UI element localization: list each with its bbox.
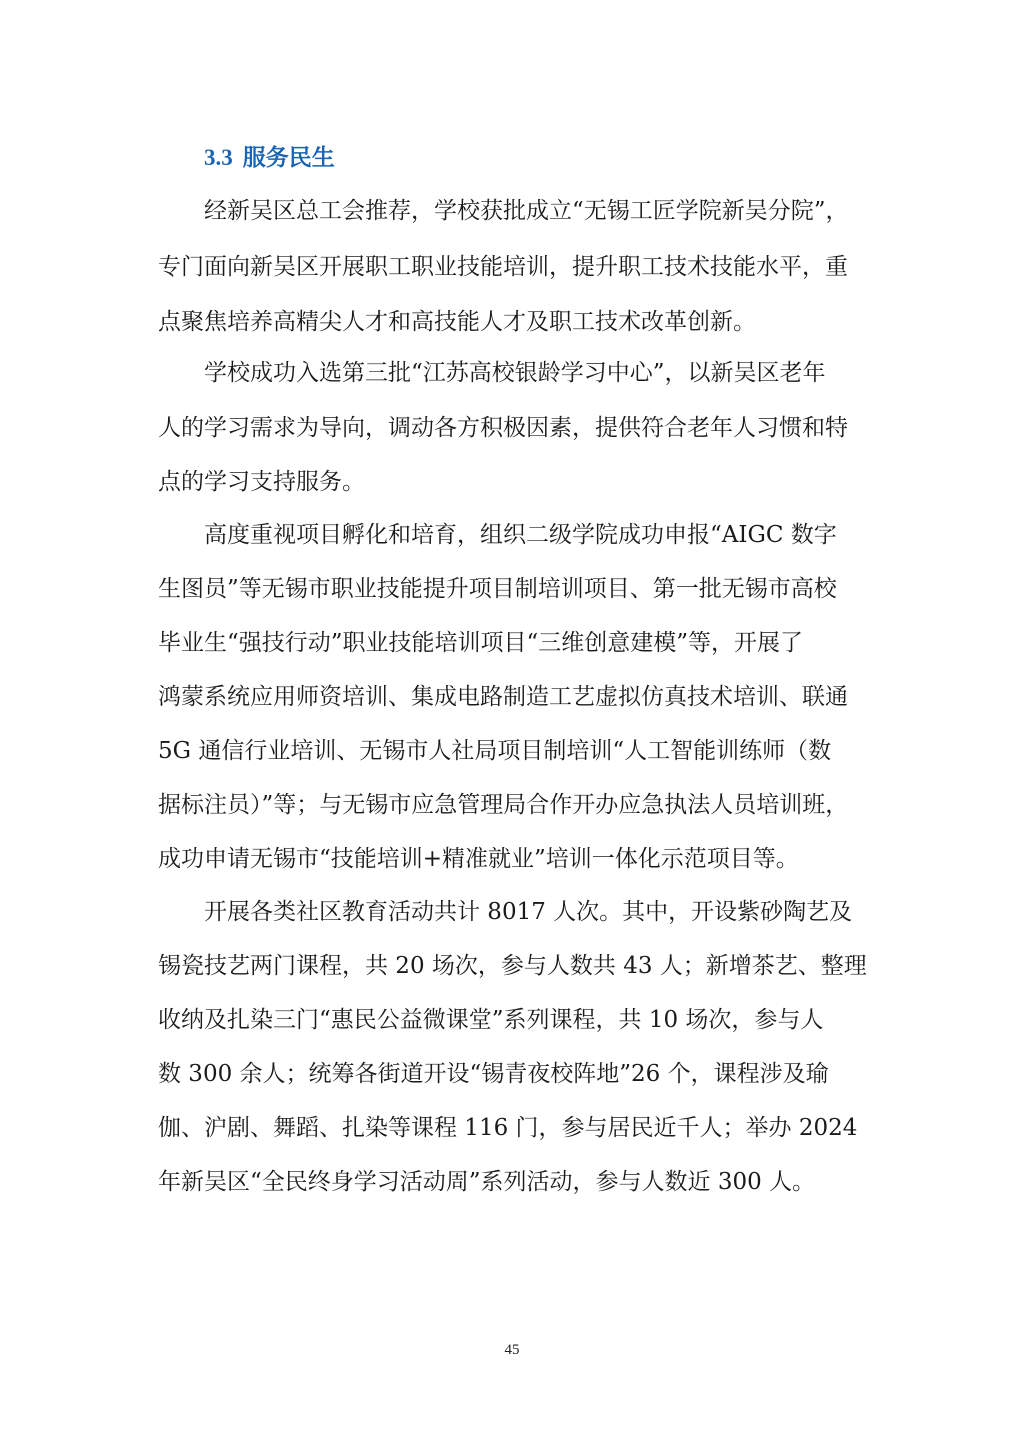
body-line: 点聚焦培养高精尖人才和高技能人才及职工技术改革创新。 (158, 309, 756, 335)
body-line: 生图员”等无锡市职业技能提升项目制培训项目、第一批无锡市高校 (158, 576, 837, 602)
body-line: 开展各类社区教育活动共计 8017 人次。其中，开设紫砂陶艺及 (204, 899, 853, 925)
body-line: 数 300 余人；统筹各街道开设“锡青夜校阵地”26 个，课程涉及瑜 (158, 1061, 829, 1087)
body-line: 锡瓷技艺两门课程，共 20 场次，参与人数共 43 人；新增茶艺、整理 (158, 953, 867, 979)
body-line: 专门面向新吴区开展职工职业技能培训，提升职工技术技能水平，重 (158, 254, 848, 280)
body-line: 5G 通信行业培训、无锡市人社局项目制培训“人工智能训练师（数 (158, 738, 832, 764)
body-line: 人的学习需求为导向，调动各方积极因素，提供符合老年人习惯和特 (158, 415, 848, 441)
section-number: 3.3 (204, 145, 233, 170)
body-line: 高度重视项目孵化和培育，组织二级学院成功申报“AIGC 数字 (204, 522, 837, 548)
body-line: 学校成功入选第三批“江苏高校银龄学习中心”，以新吴区老年 (204, 360, 826, 386)
body-line: 毕业生“强技行动”职业技能培训项目“三维创意建模”等，开展了 (158, 630, 804, 656)
section-title: 服务民生 (242, 145, 335, 171)
section-heading (204, 140, 335, 176)
body-line: 年新吴区“全民终身学习活动周”系列活动，参与人数近 300 人。 (158, 1169, 816, 1195)
body-line: 成功申请无锡市“技能培训+精准就业”培训一体化示范项目等。 (158, 846, 799, 872)
page-number: 45 (504, 1342, 520, 1358)
body-line: 伽、沪剧、舞蹈、扎染等课程 116 门，参与居民近千人；举办 2024 (158, 1115, 858, 1141)
body-line: 据标注员）”等；与无锡市应急管理局合作开办应急执法人员培训班， (158, 792, 849, 818)
body-line: 收纳及扎染三门“惠民公益微课堂”系列课程，共 10 场次，参与人 (158, 1007, 824, 1033)
body-line: 点的学习支持服务。 (158, 469, 365, 495)
body-line: 鸿蒙系统应用师资培训、集成电路制造工艺虚拟仿真技术培训、联通 (158, 684, 848, 710)
body-line: 经新吴区总工会推荐，学校获批成立“无锡工匠学院新吴分院”， (204, 198, 849, 224)
